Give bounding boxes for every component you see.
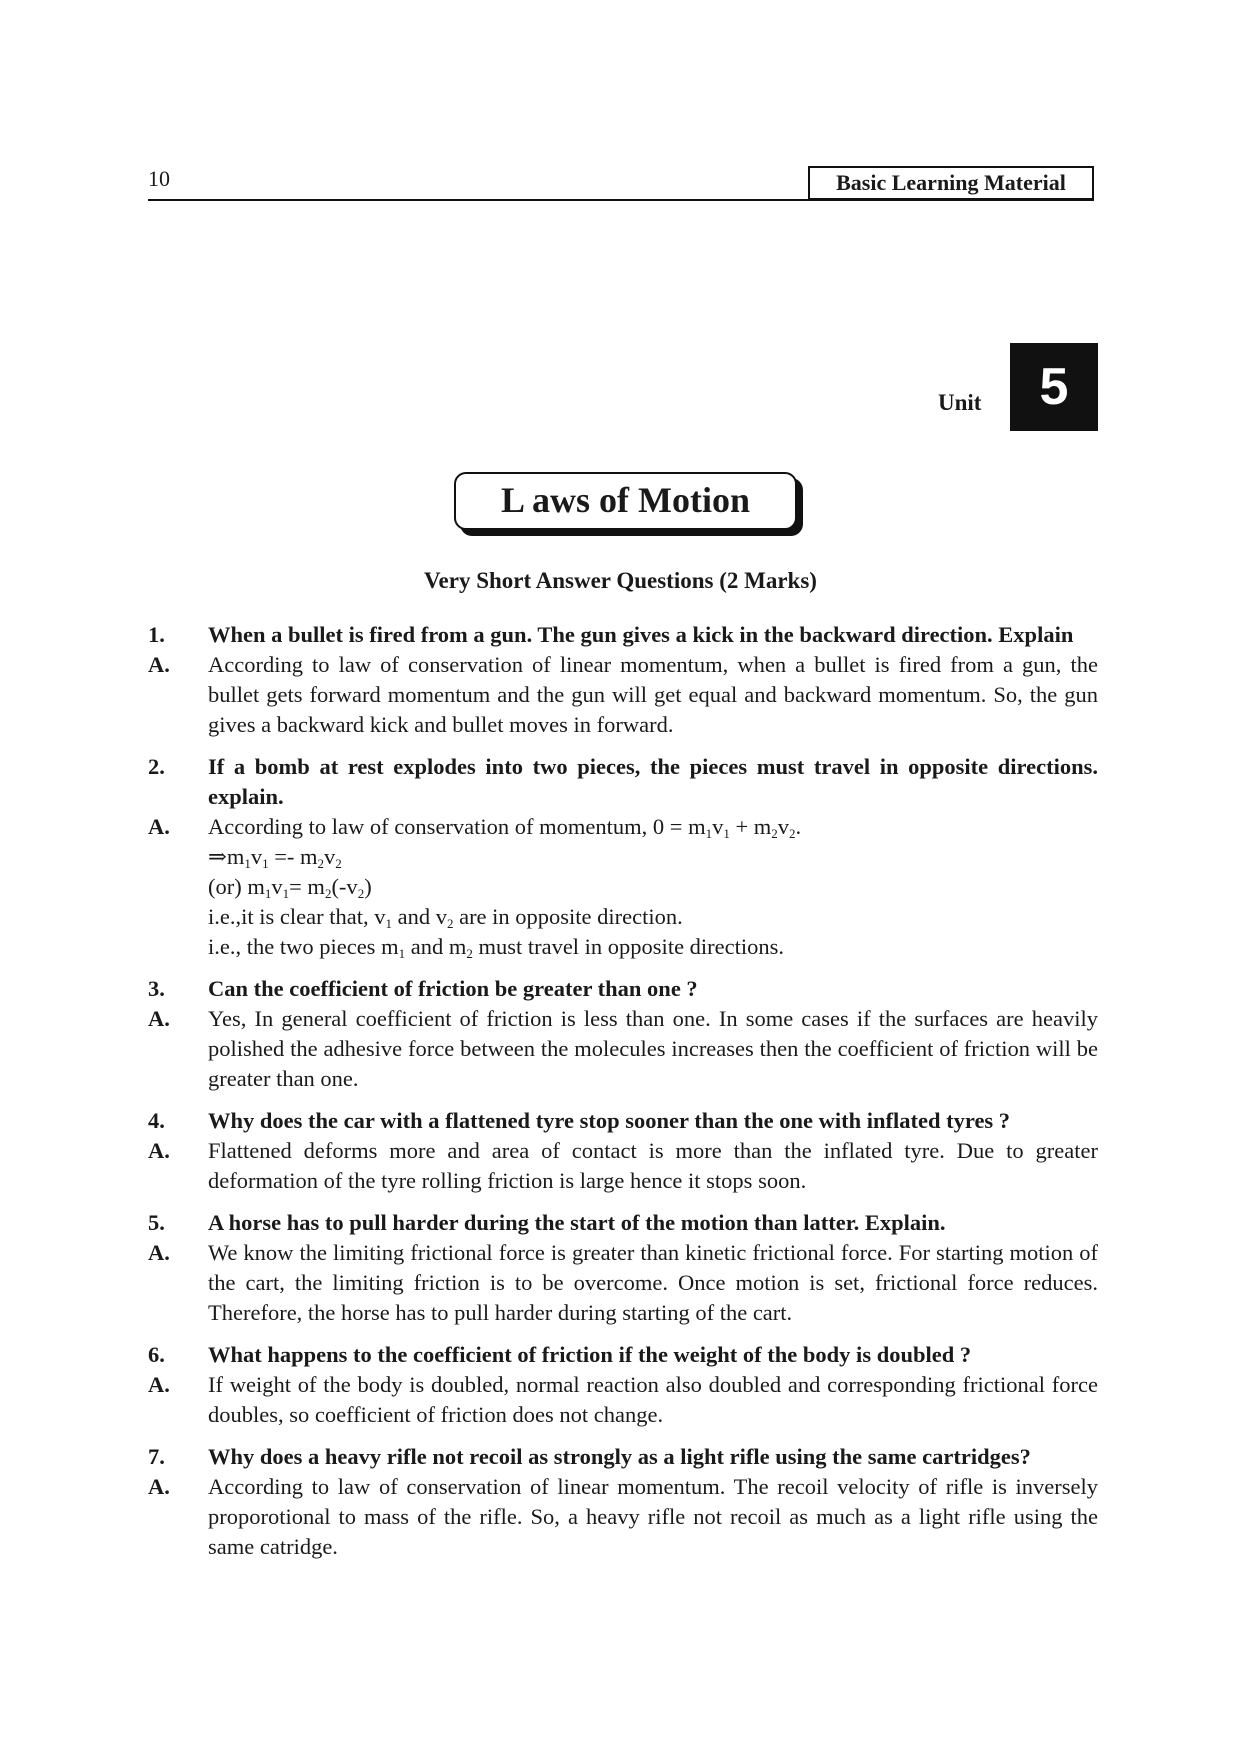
qa-item <box>148 620 1098 740</box>
equation-line: According to law of conservation of momentum, $0 = m_1v_1 + m_2v_2$. <box>208 814 802 841</box>
answer-text: According to law of conservation of linear momentum, when a bullet is fired from a gun, the bullet gets forward momentum and the gun will get equal and backward momentum. So, the gun gives a backward kick and bullet moves in forward. <box>208 652 1098 737</box>
answer-label: A. <box>148 814 170 839</box>
chapter-title: L aws of Motion <box>454 472 797 530</box>
answer-label: A. <box>148 1372 170 1397</box>
answer-text: According to law of conservation of linear momentum. The recoil velocity of rifle is inversely proporotional to mass of the rifle. So, a heavy rifle not recoil as much as a light rifle using the same catridge. <box>208 1474 1098 1559</box>
answer-label: A. <box>148 1006 170 1031</box>
answer-label: A. <box>148 1474 170 1499</box>
question-text: Why does a heavy rifle not recoil as strongly as a light rifle using the same cartridges? <box>208 1444 1031 1469</box>
answer-text: If weight of the body is doubled, normal reaction also doubled and corresponding frictional force doubles, so coefficient of friction does not change. <box>208 1372 1098 1427</box>
qa-item <box>148 752 1098 962</box>
qa-item <box>148 974 1098 1094</box>
header-divider <box>148 199 1094 201</box>
question-text: Why does the car with a flattened tyre stop sooner than the one with inflated tyres ? <box>208 1108 1011 1133</box>
question-number: 6. <box>148 1342 165 1367</box>
answer-label: A. <box>148 652 170 677</box>
question-number: 7. <box>148 1444 165 1469</box>
qa-item <box>148 1340 1098 1430</box>
answer-text: We know the limiting frictional force is greater than kinetic frictional force. For starting motion of the cart, the limiting friction is to be overcome. Once motion is set, frictional force reduces. Therefore, the horse has to pull harder during starting of the cart. <box>208 1240 1098 1325</box>
equation-line: i.e.,it is clear that, $v_1$ and $v_2$ are in opposite direction. <box>208 904 683 931</box>
qa-item <box>148 1208 1098 1328</box>
answer-text: Yes, In general coefficient of friction is less than one. In some cases if the surfaces are heavily polished the adhesive force between the molecules increases then the coefficient of friction will be greater than one. <box>208 1006 1098 1091</box>
question-text: If a bomb at rest explodes into two pieces, the pieces must travel in opposite directions. explain. <box>208 754 1098 809</box>
question-number: 3. <box>148 976 165 1001</box>
equation-line: (or) $m_1v_1= m_2(-v_2)$ <box>208 874 372 901</box>
answer-label: A. <box>148 1138 170 1163</box>
question-text: When a bullet is fired from a gun. The gun gives a kick in the backward direction. Explain <box>208 622 1074 647</box>
section-heading: Very Short Answer Questions (2 Marks) <box>424 568 817 593</box>
question-number: 4. <box>148 1108 165 1133</box>
question-number: 2. <box>148 754 165 779</box>
equation-line: $\Rightarrow m_1v_1 =- m_2v_2$ <box>208 844 342 871</box>
equation-line: i.e., the two pieces $m_1$ and $m_2$ must travel in opposite directions. <box>208 934 785 961</box>
question-number: 5. <box>148 1210 165 1235</box>
question-text: A horse has to pull harder during the start of the motion than latter. Explain. <box>208 1210 946 1235</box>
question-text: What happens to the coefficient of friction if the weight of the body is doubled ? <box>208 1342 972 1367</box>
page-number: 10 <box>148 166 170 191</box>
qa-item <box>148 1106 1098 1196</box>
question-text: Can the coefficient of friction be greater than one ? <box>208 976 698 1001</box>
qa-item <box>148 1442 1098 1562</box>
question-answer-list <box>148 620 1098 1574</box>
unit-number-badge: 5 <box>1010 343 1098 431</box>
answer-equations <box>208 812 1098 962</box>
answer-text: Flattened deforms more and area of contact is more than the inflated tyre. Due to greater deformation of the tyre rolling friction is large hence it stops soon. <box>208 1138 1098 1193</box>
question-number: 1. <box>148 622 165 647</box>
answer-label: A. <box>148 1240 170 1265</box>
book-title-box: Basic Learning Material <box>808 166 1094 200</box>
unit-label: Unit <box>938 390 982 415</box>
